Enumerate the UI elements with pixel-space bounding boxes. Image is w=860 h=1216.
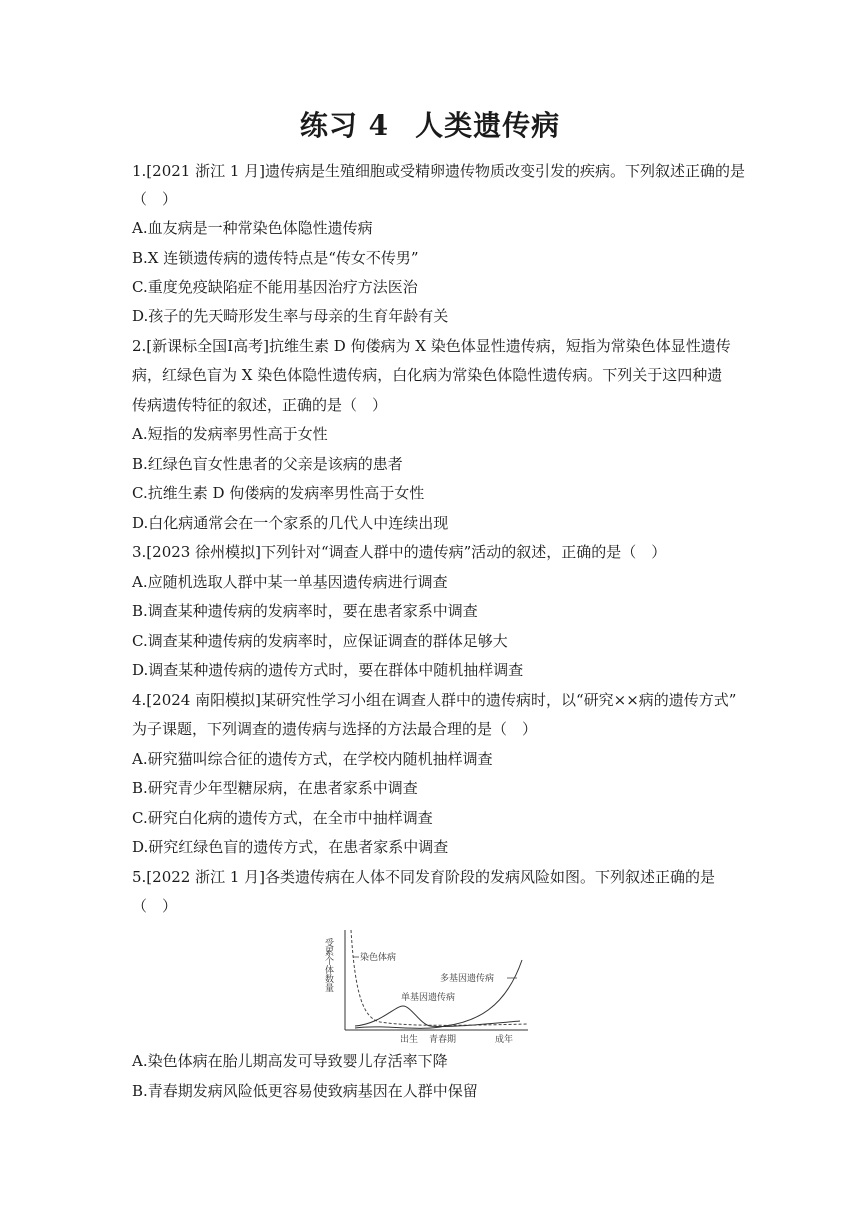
q1-stem: 1.[2021 浙江 1 月]遗传病是生殖细胞或受精卵遗传物质改变引发的疾病。下列叙述正确的是: [132, 162, 746, 180]
q5-paren: （ ）: [132, 897, 178, 915]
q5-stem: 5.[2022 浙江 1 月]各类遗传病在人体不同发育阶段的发病风险如图。下列叙述正确的是: [132, 868, 716, 886]
q5-option-b: B.青春期发病风险低更容易使致病基因在人群中保留: [132, 1082, 478, 1100]
q1-option-c: C.重度免疫缺陷症不能用基因治疗方法医治: [132, 278, 418, 296]
q1-paren: （ ）: [132, 190, 178, 208]
risk-curve-diagram: [325, 924, 535, 1046]
q1-option-b: B.X 连锁遗传病的遗传特点是“传女不传男”: [132, 249, 419, 267]
q4-option-a: A.研究猫叫综合征的遗传方式，在学校内随机抽样调查: [132, 750, 493, 768]
disease-risk-figure: [325, 924, 535, 1046]
q1-option-a: A.血友病是一种常染色体隐性遗传病: [132, 219, 373, 237]
x-tick-puberty: 青春期: [429, 1035, 457, 1045]
exercise-number: 练习 4: [299, 109, 390, 142]
single-gene-disease-label: 单基因遗传病: [401, 993, 456, 1003]
q4-option-c: C.研究白化病的遗传方式，在全市中抽样调查: [132, 809, 433, 827]
q3-option-a: A.应随机选取人群中某一单基因遗传病进行调查: [132, 573, 448, 591]
exercise-title: 人类遗传病: [415, 109, 561, 142]
single-gene-disease-curve: [355, 1006, 520, 1027]
y-axis-label: 受累个体数量: [323, 938, 333, 992]
q3-option-d: D.调查某种遗传病的遗传方式时，要在群体中随机抽样调查: [132, 661, 524, 679]
q2-stem-line2: 病，红绿色盲为 X 染色体隐性遗传病，白化病为常染色体隐性遗传病。下列关于这四种遗: [132, 366, 723, 384]
q4-option-b: B.研究青少年型糖尿病，在患者家系中调查: [132, 779, 418, 797]
x-tick-birth: 出生: [400, 1035, 419, 1045]
q2-option-d: D.白化病通常会在一个家系的几代人中连续出现: [132, 514, 449, 532]
q3-option-b: B.调查某种遗传病的发病率时，要在患者家系中调查: [132, 602, 478, 620]
chromosome-disease-label: 染色体病: [360, 953, 397, 963]
q3-stem: 3.[2023 徐州模拟]下列针对“调查人群中的遗传病”活动的叙述，正确的是（ ）: [132, 543, 667, 561]
q2-option-c: C.抗维生素 D 佝偻病的发病率男性高于女性: [132, 484, 425, 502]
x-tick-adult: 成年: [495, 1035, 514, 1045]
q2-stem-line3: 传病遗传特征的叙述，正确的是（ ）: [132, 396, 388, 414]
multi-gene-disease-label: 多基因遗传病: [440, 974, 495, 984]
page-title: [0, 104, 860, 144]
q5-option-a: A.染色体病在胎儿期高发可导致婴儿存活率下降: [132, 1052, 448, 1070]
q2-option-a: A.短指的发病率男性高于女性: [132, 425, 328, 443]
q1-option-d: D.孩子的先天畸形发生率与母亲的生育年龄有关: [132, 307, 449, 325]
q4-option-d: D.研究红绿色盲的遗传方式，在患者家系中调查: [132, 838, 449, 856]
q3-option-c: C.调查某种遗传病的发病率时，应保证调查的群体足够大: [132, 632, 508, 650]
q4-stem-line1: 4.[2024 南阳模拟]某研究性学习小组在调查人群中的遗传病时，以“研究××病的遗传方式”: [132, 691, 737, 709]
q2-option-b: B.红绿色盲女性患者的父亲是该病的患者: [132, 455, 403, 473]
q2-stem-line1: 2.[新课标全国Ⅰ高考]抗维生素 D 佝偻病为 X 染色体显性遗传病，短指为常染色体显性遗传: [132, 337, 731, 355]
q4-stem-line2: 为子课题，下列调查的遗传病与选择的方法最合理的是（ ）: [132, 720, 538, 738]
